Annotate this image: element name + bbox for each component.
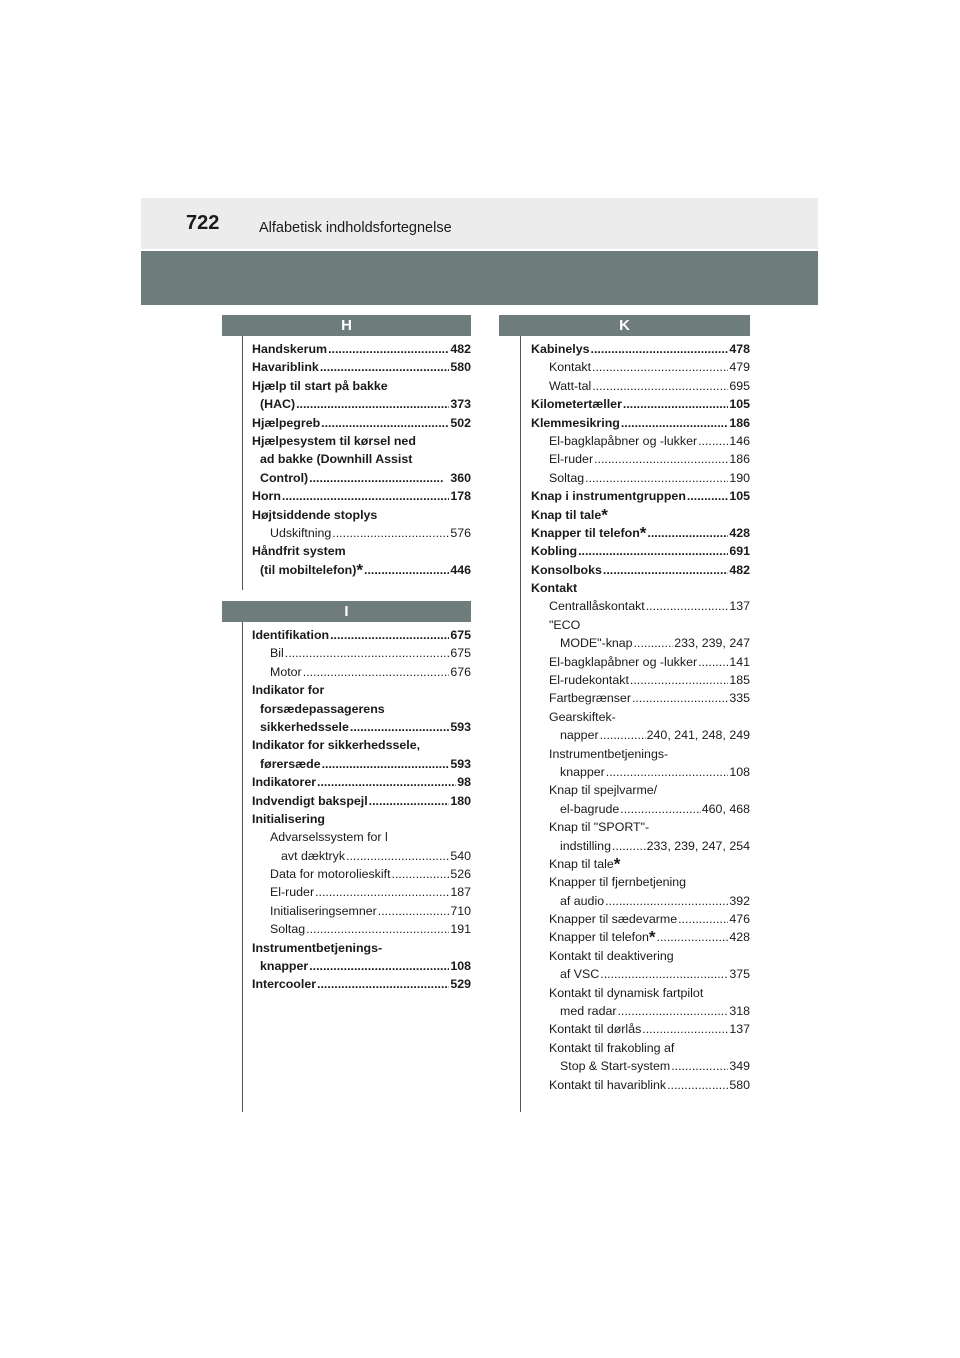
index-subentry: Bil ..... 675 (252, 644, 471, 662)
index-entry: Knap i instrumentgruppen ..... 105 (531, 487, 750, 505)
asterisk-icon: * (613, 854, 621, 874)
index-subentry: Motor ..... 676 (252, 663, 471, 681)
index-entry: førersæde ..... 593 (252, 755, 471, 773)
index-subentry: El-ruder ..... 186 (531, 450, 750, 468)
index-subentry: El-bagklapåbner og -lukker ..... 141 (531, 653, 750, 671)
index-subentry-line: Knap til "SPORT"- (549, 820, 650, 835)
index-entry-line: Håndfrit system (252, 544, 346, 559)
index-entry-line: Hjælp til start på bakke (252, 378, 388, 393)
index-subentry: Knapper til sædevarme ..... 476 (531, 910, 750, 928)
index-entry: Intercooler ..... 529 (252, 975, 471, 993)
index-entry: (til mobiltelefon)* ..... 446 (252, 561, 471, 579)
index-subentry: Kontakt til dørlås ..... 137 (531, 1020, 750, 1038)
index-entry-line: Knap til tale* (531, 505, 608, 525)
index-subentry: El-ruder ..... 187 (252, 883, 471, 901)
index-entry: Kilometertæller ..... 105 (531, 395, 750, 413)
index-subentry: af VSC ..... 375 (531, 965, 750, 983)
index-entry: knapper ..... 108 (252, 957, 471, 975)
index-subentry-line: Kontakt til deaktivering (549, 948, 674, 963)
column-rule (242, 622, 243, 1112)
index-entry-line: ad bakke (Downhill Assist (260, 452, 413, 467)
index-subentry: Watt-tal ..... 695 (531, 377, 750, 395)
index-subentry: indstilling ..... 233, 239, 247, 254 (531, 837, 750, 855)
column-rule (242, 336, 243, 590)
index-subentry-line: Knap til tale* (549, 854, 621, 874)
index-subentry: el-bagrude ..... 460, 468 (531, 800, 750, 818)
index-subentry-line: Knap til spejlvarme/ (549, 783, 658, 798)
index-subentry: Data for motorolieskift ..... 526 (252, 865, 471, 883)
index-entry: Control) ..... 360 (252, 469, 471, 487)
column-rule (520, 336, 521, 1112)
index-entry: (HAC) ..... 373 (252, 395, 471, 413)
page-header (141, 198, 818, 249)
index-entry-line: Kontakt (531, 581, 578, 596)
index-entry-line: Indikator for sikkerhedssele, (252, 738, 421, 753)
index-entry: Knapper til telefon* ..... 428 (531, 524, 750, 542)
index-subentry-line: Kontakt til dynamisk fartpilot (549, 985, 704, 1000)
index-subentry: Soltag ..... 191 (252, 920, 471, 938)
index-subentry: Kontakt til havariblink ..... 580 (531, 1076, 750, 1094)
page-title: Alfabetisk indholdsfortegnelse (259, 220, 452, 236)
index-entry: Hjælpegreb ..... 502 (252, 414, 471, 432)
index-subentry: Knapper til telefon* ..... 428 (531, 929, 750, 947)
index-column-h (252, 340, 471, 579)
index-subentry-line: "ECO (549, 617, 581, 632)
index-column-k (531, 340, 750, 1094)
index-subentry: avt dæktryk ..... 540 (252, 847, 471, 865)
section-header-i: I (222, 601, 471, 622)
index-entry-line: Hjælpesystem til kørsel ned (252, 433, 416, 448)
asterisk-icon: * (648, 928, 656, 948)
index-entry: sikkerhedssele ..... 593 (252, 718, 471, 736)
asterisk-icon: * (356, 560, 363, 580)
index-entry-line: Højtsiddende stoplys (252, 507, 378, 522)
index-subentry: Initialiseringsemner ..... 710 (252, 902, 471, 920)
page-number: 722 (186, 212, 220, 234)
asterisk-icon: * (601, 505, 608, 525)
section-header-k: K (499, 315, 750, 336)
index-entry: Horn ..... 178 (252, 487, 471, 505)
index-entry-line: forsædepassagerens (260, 701, 385, 716)
index-entry: Kobling ..... 691 (531, 542, 750, 560)
index-subentry: Stop & Start-system ..... 349 (531, 1057, 750, 1075)
index-entry: Klemmesikring ..... 186 (531, 414, 750, 432)
index-subentry-line: Gearskiftek- (549, 709, 616, 724)
index-subentry: El-rudekontakt ..... 185 (531, 671, 750, 689)
index-entry: Konsolboks ..... 482 (531, 561, 750, 579)
index-subentry: Centrallåskontakt ..... 137 (531, 597, 750, 615)
index-subentry-line: Instrumentbetjenings- (549, 746, 669, 761)
index-subentry: Soltag ..... 190 (531, 469, 750, 487)
index-entry: Indvendigt bakspejl ..... 180 (252, 792, 471, 810)
index-subentry: af audio ..... 392 (531, 892, 750, 910)
index-subentry: knapper ..... 108 (531, 763, 750, 781)
index-entry-line: Instrumentbetjenings- (252, 940, 383, 955)
index-entry: Kabinelys ..... 478 (531, 340, 750, 358)
index-subentry: med radar ..... 318 (531, 1002, 750, 1020)
index-entry: Handskerum ..... 482 (252, 340, 471, 358)
section-header-h: H (222, 315, 471, 336)
index-subentry-line: Kontakt til frakobling af (549, 1040, 675, 1055)
index-entry-line: Initialisering (252, 811, 325, 826)
index-subentry: napper ..... 240, 241, 248, 249 (531, 726, 750, 744)
index-subentry-line: Advarselssystem for l (270, 830, 388, 845)
index-subentry: Udskiftning ..... 576 (252, 524, 471, 542)
header-band (141, 251, 818, 305)
index-subentry: Kontakt ..... 479 (531, 358, 750, 376)
index-subentry-line: Knapper til fjernbetjening (549, 875, 687, 890)
index-column-i (252, 626, 471, 994)
index-subentry: El-bagklapåbner og -lukker ..... 146 (531, 432, 750, 450)
index-entry: Havariblink ..... 580 (252, 358, 471, 376)
index-entry: Identifikation ..... 675 (252, 626, 471, 644)
index-subentry: Fartbegrænser ..... 335 (531, 689, 750, 707)
index-subentry: MODE"-knap ..... 233, 239, 247 (531, 634, 750, 652)
index-entry-line: Indikator for (252, 683, 325, 698)
asterisk-icon: * (639, 523, 647, 543)
index-entry: Indikatorer ..... 98 (252, 773, 471, 791)
